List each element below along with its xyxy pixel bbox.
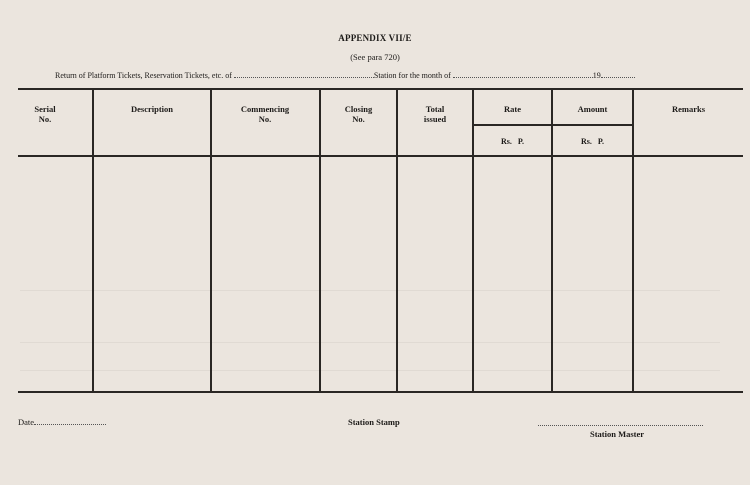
column-divider: [92, 88, 94, 393]
station-label: Station for the month of: [373, 71, 451, 80]
column-header-total-issued: Total issued: [423, 104, 447, 124]
column-divider: [319, 88, 321, 393]
year-prefix: 19: [592, 71, 601, 80]
column-divider: [551, 88, 553, 393]
station-master-label: Station Master: [590, 429, 645, 439]
date-label: Date: [18, 417, 35, 427]
form-title: APPENDIX VII/E: [338, 33, 412, 43]
return-line: [55, 70, 635, 80]
column-header-commencing: Commencing No.: [240, 104, 290, 124]
table-bottom-rule: [18, 391, 743, 393]
bleed-through-line: [20, 290, 720, 291]
bleed-through-line: [20, 342, 720, 343]
month-field[interactable]: [453, 70, 593, 78]
column-divider: [632, 88, 634, 393]
bleed-through-line: [20, 370, 720, 371]
date-field-row: [18, 417, 106, 427]
table-top-rule: [18, 88, 743, 90]
column-divider: [396, 88, 398, 393]
station-stamp-label: Station Stamp: [348, 417, 400, 427]
column-header-description: Description: [130, 104, 174, 114]
header-bottom-rule: [18, 155, 743, 157]
column-divider: [210, 88, 212, 393]
rate-subheader: Rs. P.: [500, 137, 525, 146]
form-subtitle: (See para 720): [350, 52, 400, 62]
column-divider: [472, 88, 474, 393]
column-header-remarks: Remarks: [671, 104, 706, 114]
year-field[interactable]: [601, 70, 635, 78]
date-field[interactable]: [34, 417, 106, 425]
amount-subheader: Rs. P.: [580, 137, 605, 146]
station-name-field[interactable]: [234, 70, 374, 78]
column-header-closing: Closing No.: [344, 104, 373, 124]
column-header-serial: Serial No.: [34, 104, 56, 124]
station-master-signature-line[interactable]: [538, 418, 703, 426]
column-header-amount: Amount: [577, 104, 608, 114]
rate-amount-divider: [473, 124, 633, 126]
column-header-rate: Rate: [504, 104, 521, 114]
return-prefix: Return of Platform Tickets, Reservation Tickets, etc. of: [55, 71, 232, 80]
